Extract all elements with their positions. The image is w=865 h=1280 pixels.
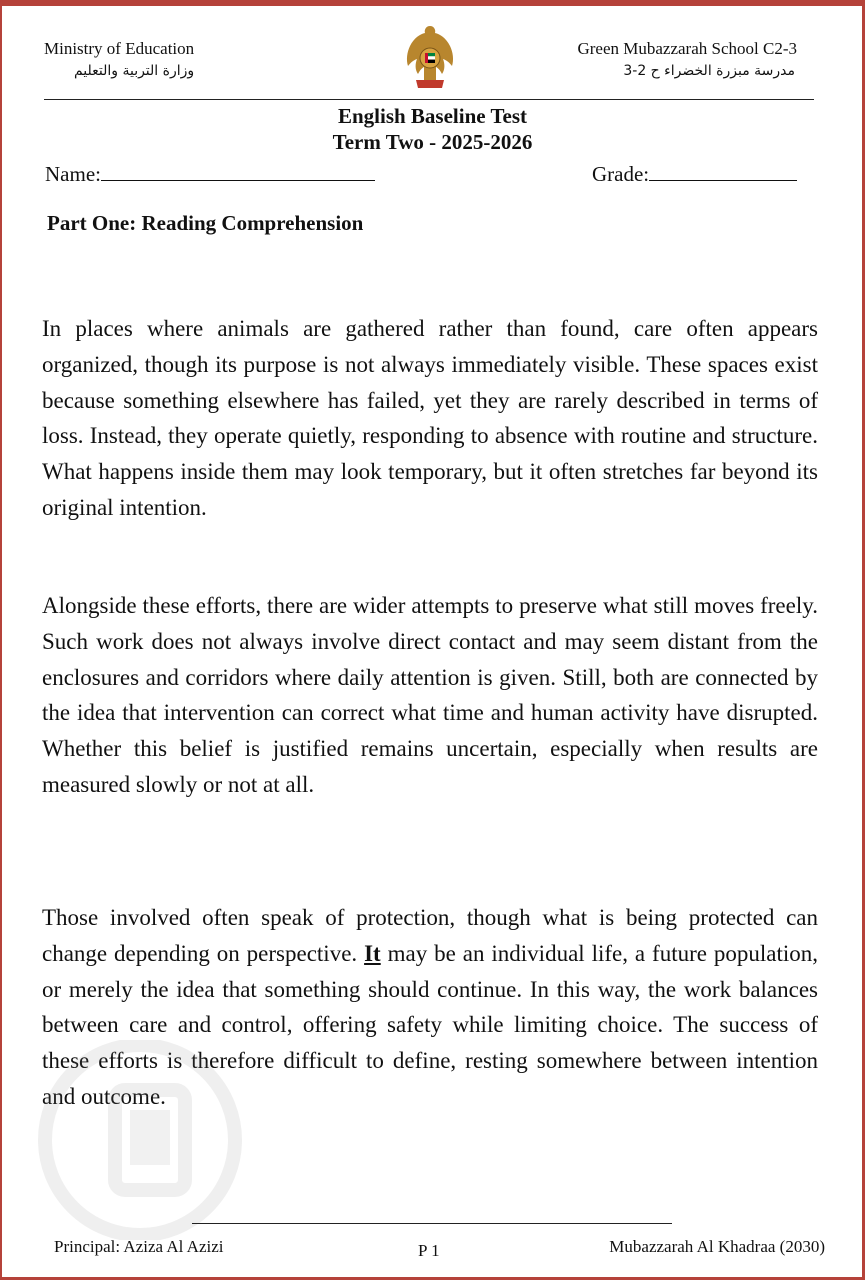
- name-label: Name:: [45, 162, 101, 186]
- passage-paragraph-2: Alongside these efforts, there are wider attempts to preserve what still moves freely. Such work does not always involve direct contact and may seem distant from the enclosures and corridors where daily attention is given. Still, both are connected by the idea that intervention can correct what time and human activity have disrupted. Whether this belief is justified remains uncertain, especially when results are measured slowly or not at all.: [42, 593, 818, 797]
- ministry-header: [44, 38, 194, 82]
- header-divider: [44, 99, 814, 100]
- footer-divider: [192, 1223, 672, 1224]
- ministry-name-ar: وزارة التربية والتعليم: [73, 63, 195, 79]
- page-border-top: [0, 0, 865, 6]
- name-blank[interactable]: [101, 158, 375, 181]
- principal-name: Principal: Aziza Al Azizi: [54, 1237, 224, 1256]
- grade-label: Grade:: [592, 162, 650, 186]
- watermark-logo-icon: [10, 1040, 280, 1240]
- school-header: [577, 38, 797, 82]
- test-title: English Baseline Test: [337, 104, 528, 128]
- grade-blank[interactable]: [649, 158, 797, 181]
- school-footer: Mubazzarah Al Khadraa (2030): [609, 1237, 825, 1256]
- uae-emblem-icon: [402, 22, 458, 92]
- school-name-ar: مدرسة مبزرة الخضراء ح 2-3: [623, 63, 795, 79]
- ministry-name-en: Ministry of Education: [44, 39, 195, 58]
- term-title: Term Two - 2025-2026: [332, 130, 533, 154]
- paragraph-3-end: may be an individual life, a future population, or merely the idea that something should continue. In this way, the work balances between care and control, offering safety while limiting choice. The success of these efforts is therefore difficult to define, resting somewhere between intention and outcome.: [42, 940, 818, 1109]
- paragraph-3-start: Those involved often speak of protection, though what is being protected can change depending on perspective.: [42, 905, 818, 966]
- referent-word: It: [364, 940, 381, 966]
- passage-paragraph-1: In places where animals are gathered rather than found, care often appears organized, though its purpose is not always immediately visible. These spaces exist because something elsewhere has failed, yet they are rarely described in terms of loss. Instead, they operate quietly, responding to absence with routine and structure. What happens inside them may look temporary, but it often stretches far beyond its original intention.: [42, 316, 818, 520]
- grade-field: [592, 158, 797, 187]
- name-field: [45, 158, 375, 187]
- page-border-left: [0, 0, 2, 1280]
- page-number: P 1: [418, 1241, 440, 1260]
- section-heading: Part One: Reading Comprehension: [47, 211, 364, 235]
- school-name-en: Green Mubazzarah School C2-3: [577, 39, 797, 58]
